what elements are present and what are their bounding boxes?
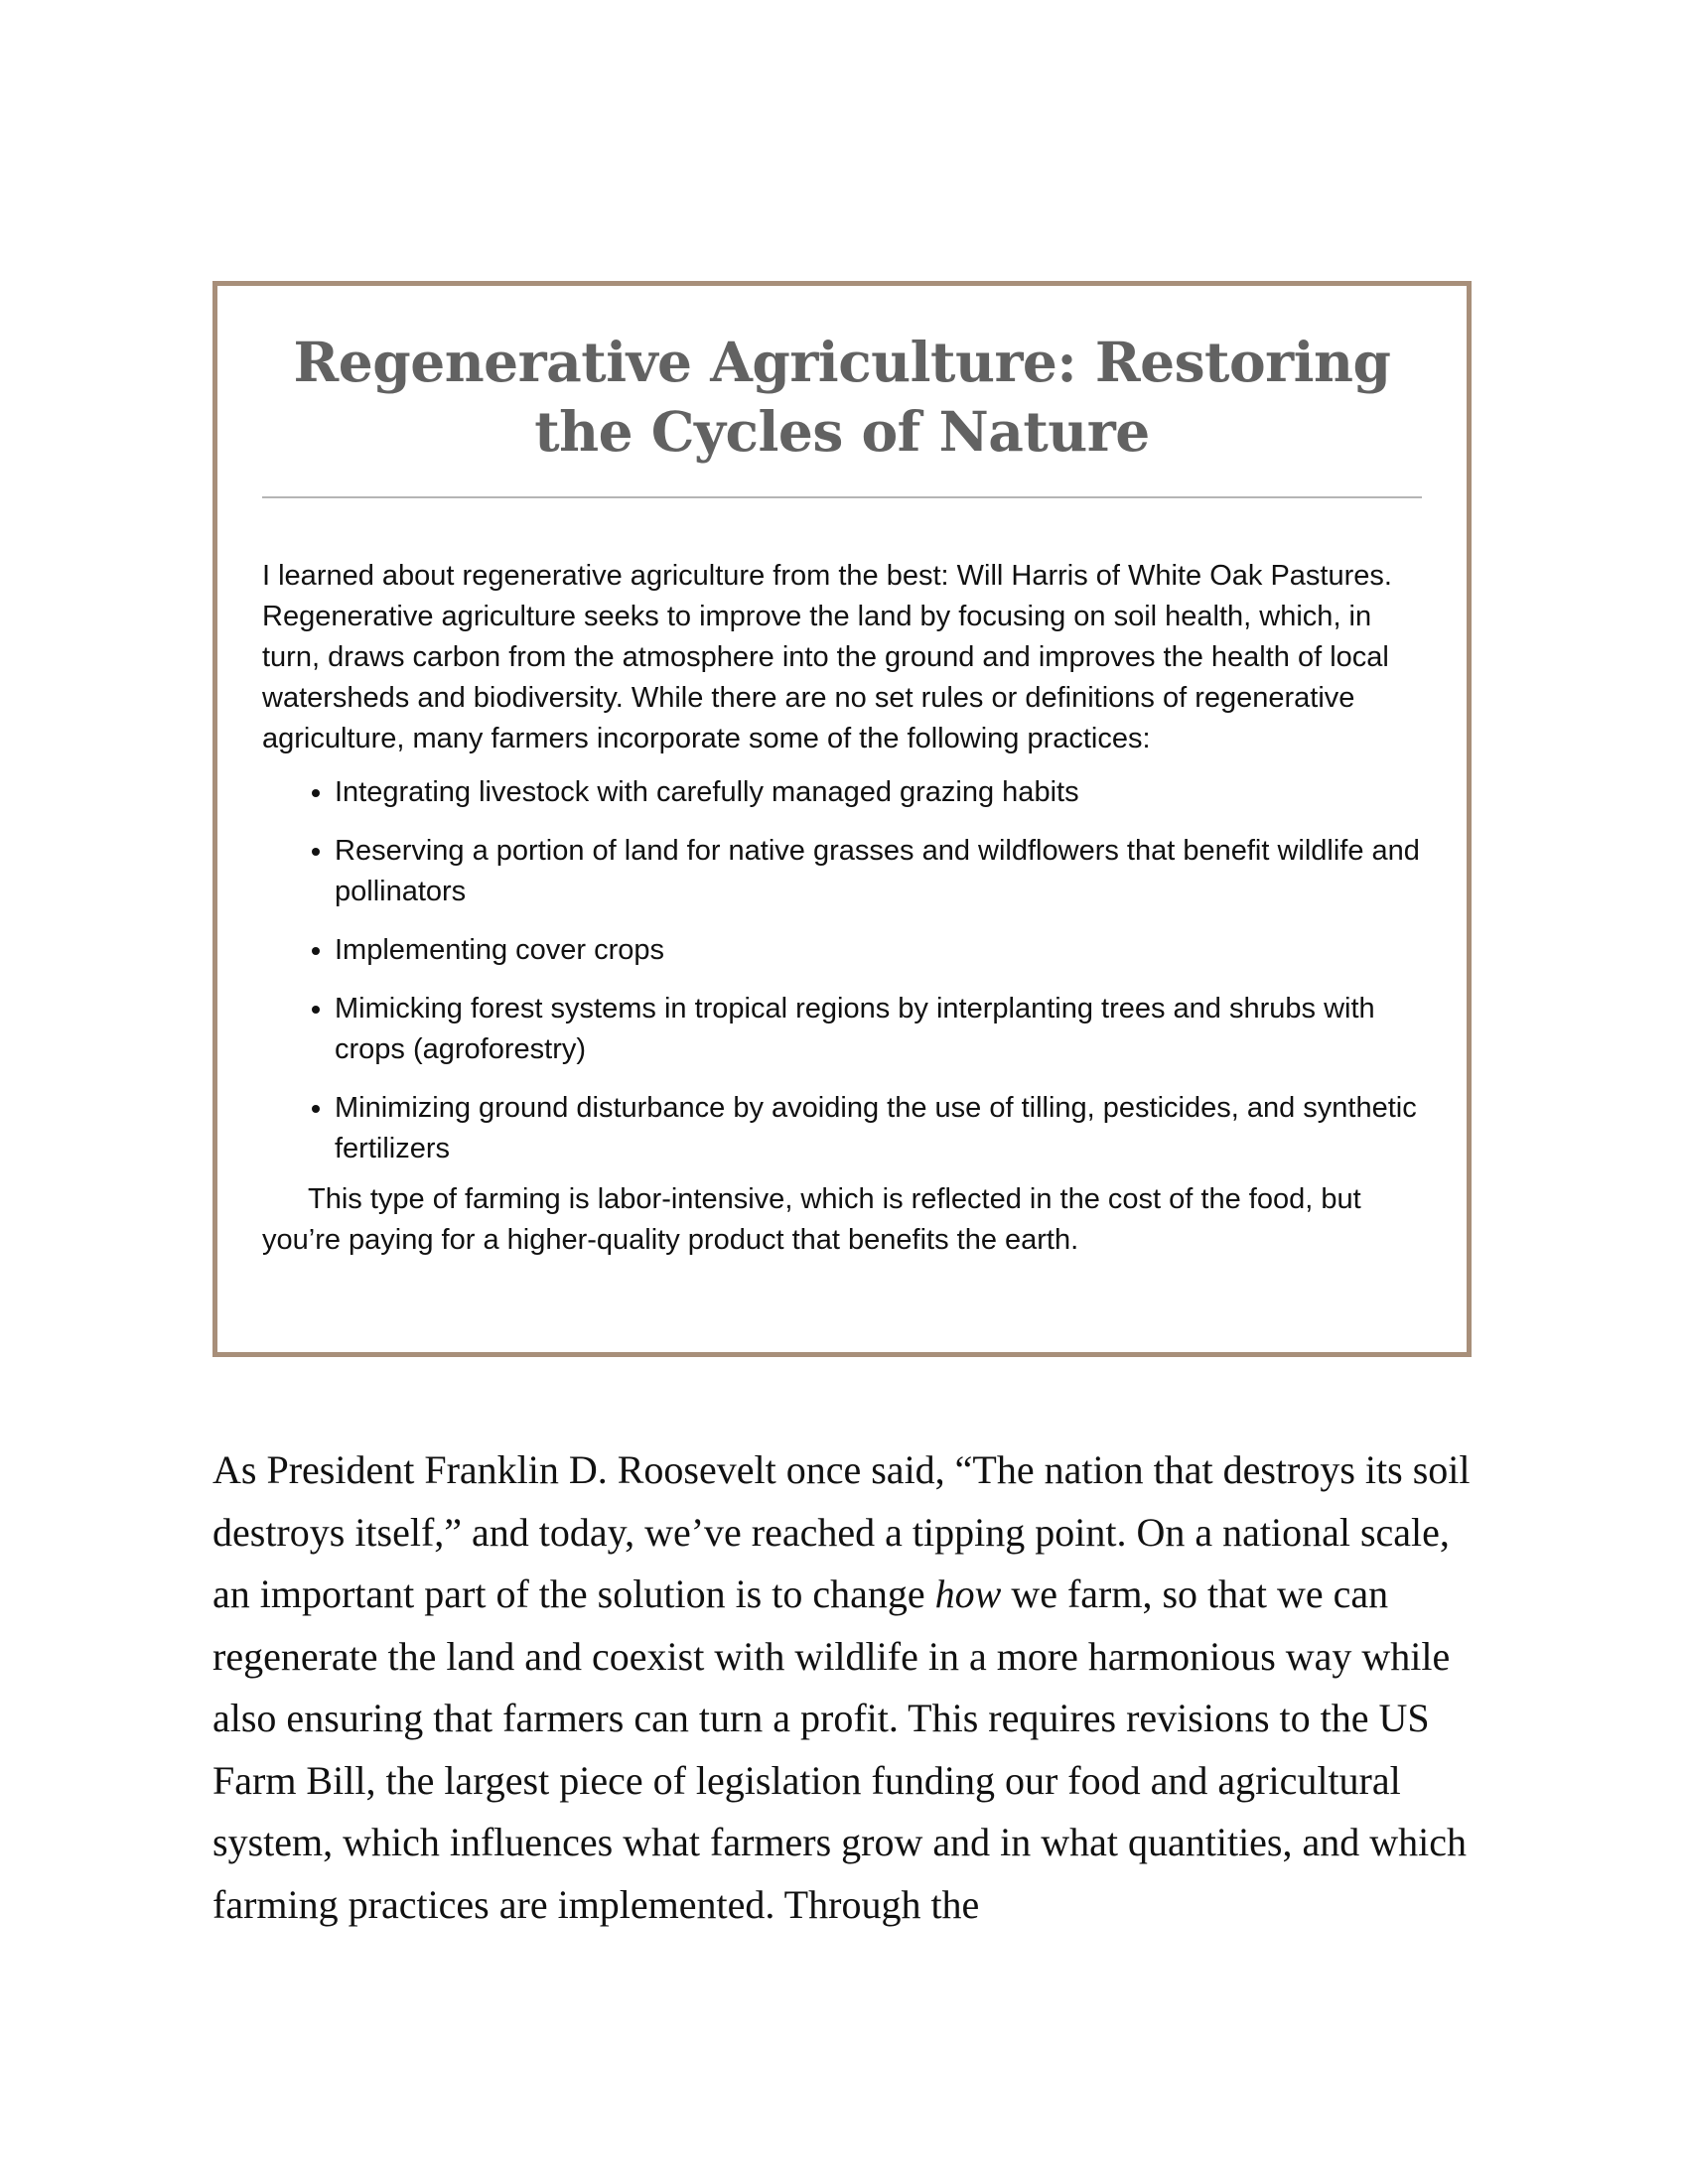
list-item: • Minimizing ground disturbance by avoiding the use of tilling, pesticides, and synthetic fertilizers	[335, 1088, 1422, 1169]
list-item: • Mimicking forest systems in tropical regions by interplanting trees and shrubs with crops (agroforestry)	[335, 989, 1422, 1070]
sidebar-box	[212, 281, 1472, 1357]
body-paragraph	[212, 1439, 1493, 1936]
practices-list	[262, 772, 1422, 1169]
list-item: • Implementing cover crops	[335, 930, 1422, 971]
sidebar-intro: I learned about regenerative agriculture from the best: Will Harris of White Oak Pastures. Regenerative agriculture seeks to improve the land by focusing on soil health, which, in turn, draws carbon from the atmosphere into the ground and improves the health of local watersheds and biodiversity. While there are no set rules or definitions of regenerative agriculture, many farmers incorporate some of the following practices:	[262, 560, 1392, 754]
list-item: • Reserving a portion of land for native grasses and wildflowers that benefit wildlife and pollinators	[335, 831, 1422, 912]
body-text-start: As President Franklin D. Roosevelt once said, “The nation that destroys its soil destroys itself,” and today, we’ve reached a tipping point. On a national scale, an important part of the solution is to change	[212, 1447, 1471, 1616]
title-divider	[262, 496, 1422, 498]
sidebar-title: Regenerative Agriculture: Restoring the Cycles of Nature	[293, 330, 1391, 464]
body-emphasis: how	[934, 1571, 1002, 1616]
sidebar-closing: This type of farming is labor-intensive, which is reflected in the cost of the food, but you’re paying for a higher-quality product that benefits the earth.	[262, 1183, 1361, 1256]
list-item: • Integrating livestock with carefully managed grazing habits	[335, 772, 1422, 813]
body-text-end: we farm, so that we can regenerate the land and coexist with wildlife in a more harmonious way while also ensuring that farmers can turn a profit. This requires revisions to the US Farm Bill, the largest piece of legislation funding our food and agricultural system, which influences what farmers grow and in what quantities, and which farming practices are implemented. Through the	[212, 1571, 1468, 1927]
